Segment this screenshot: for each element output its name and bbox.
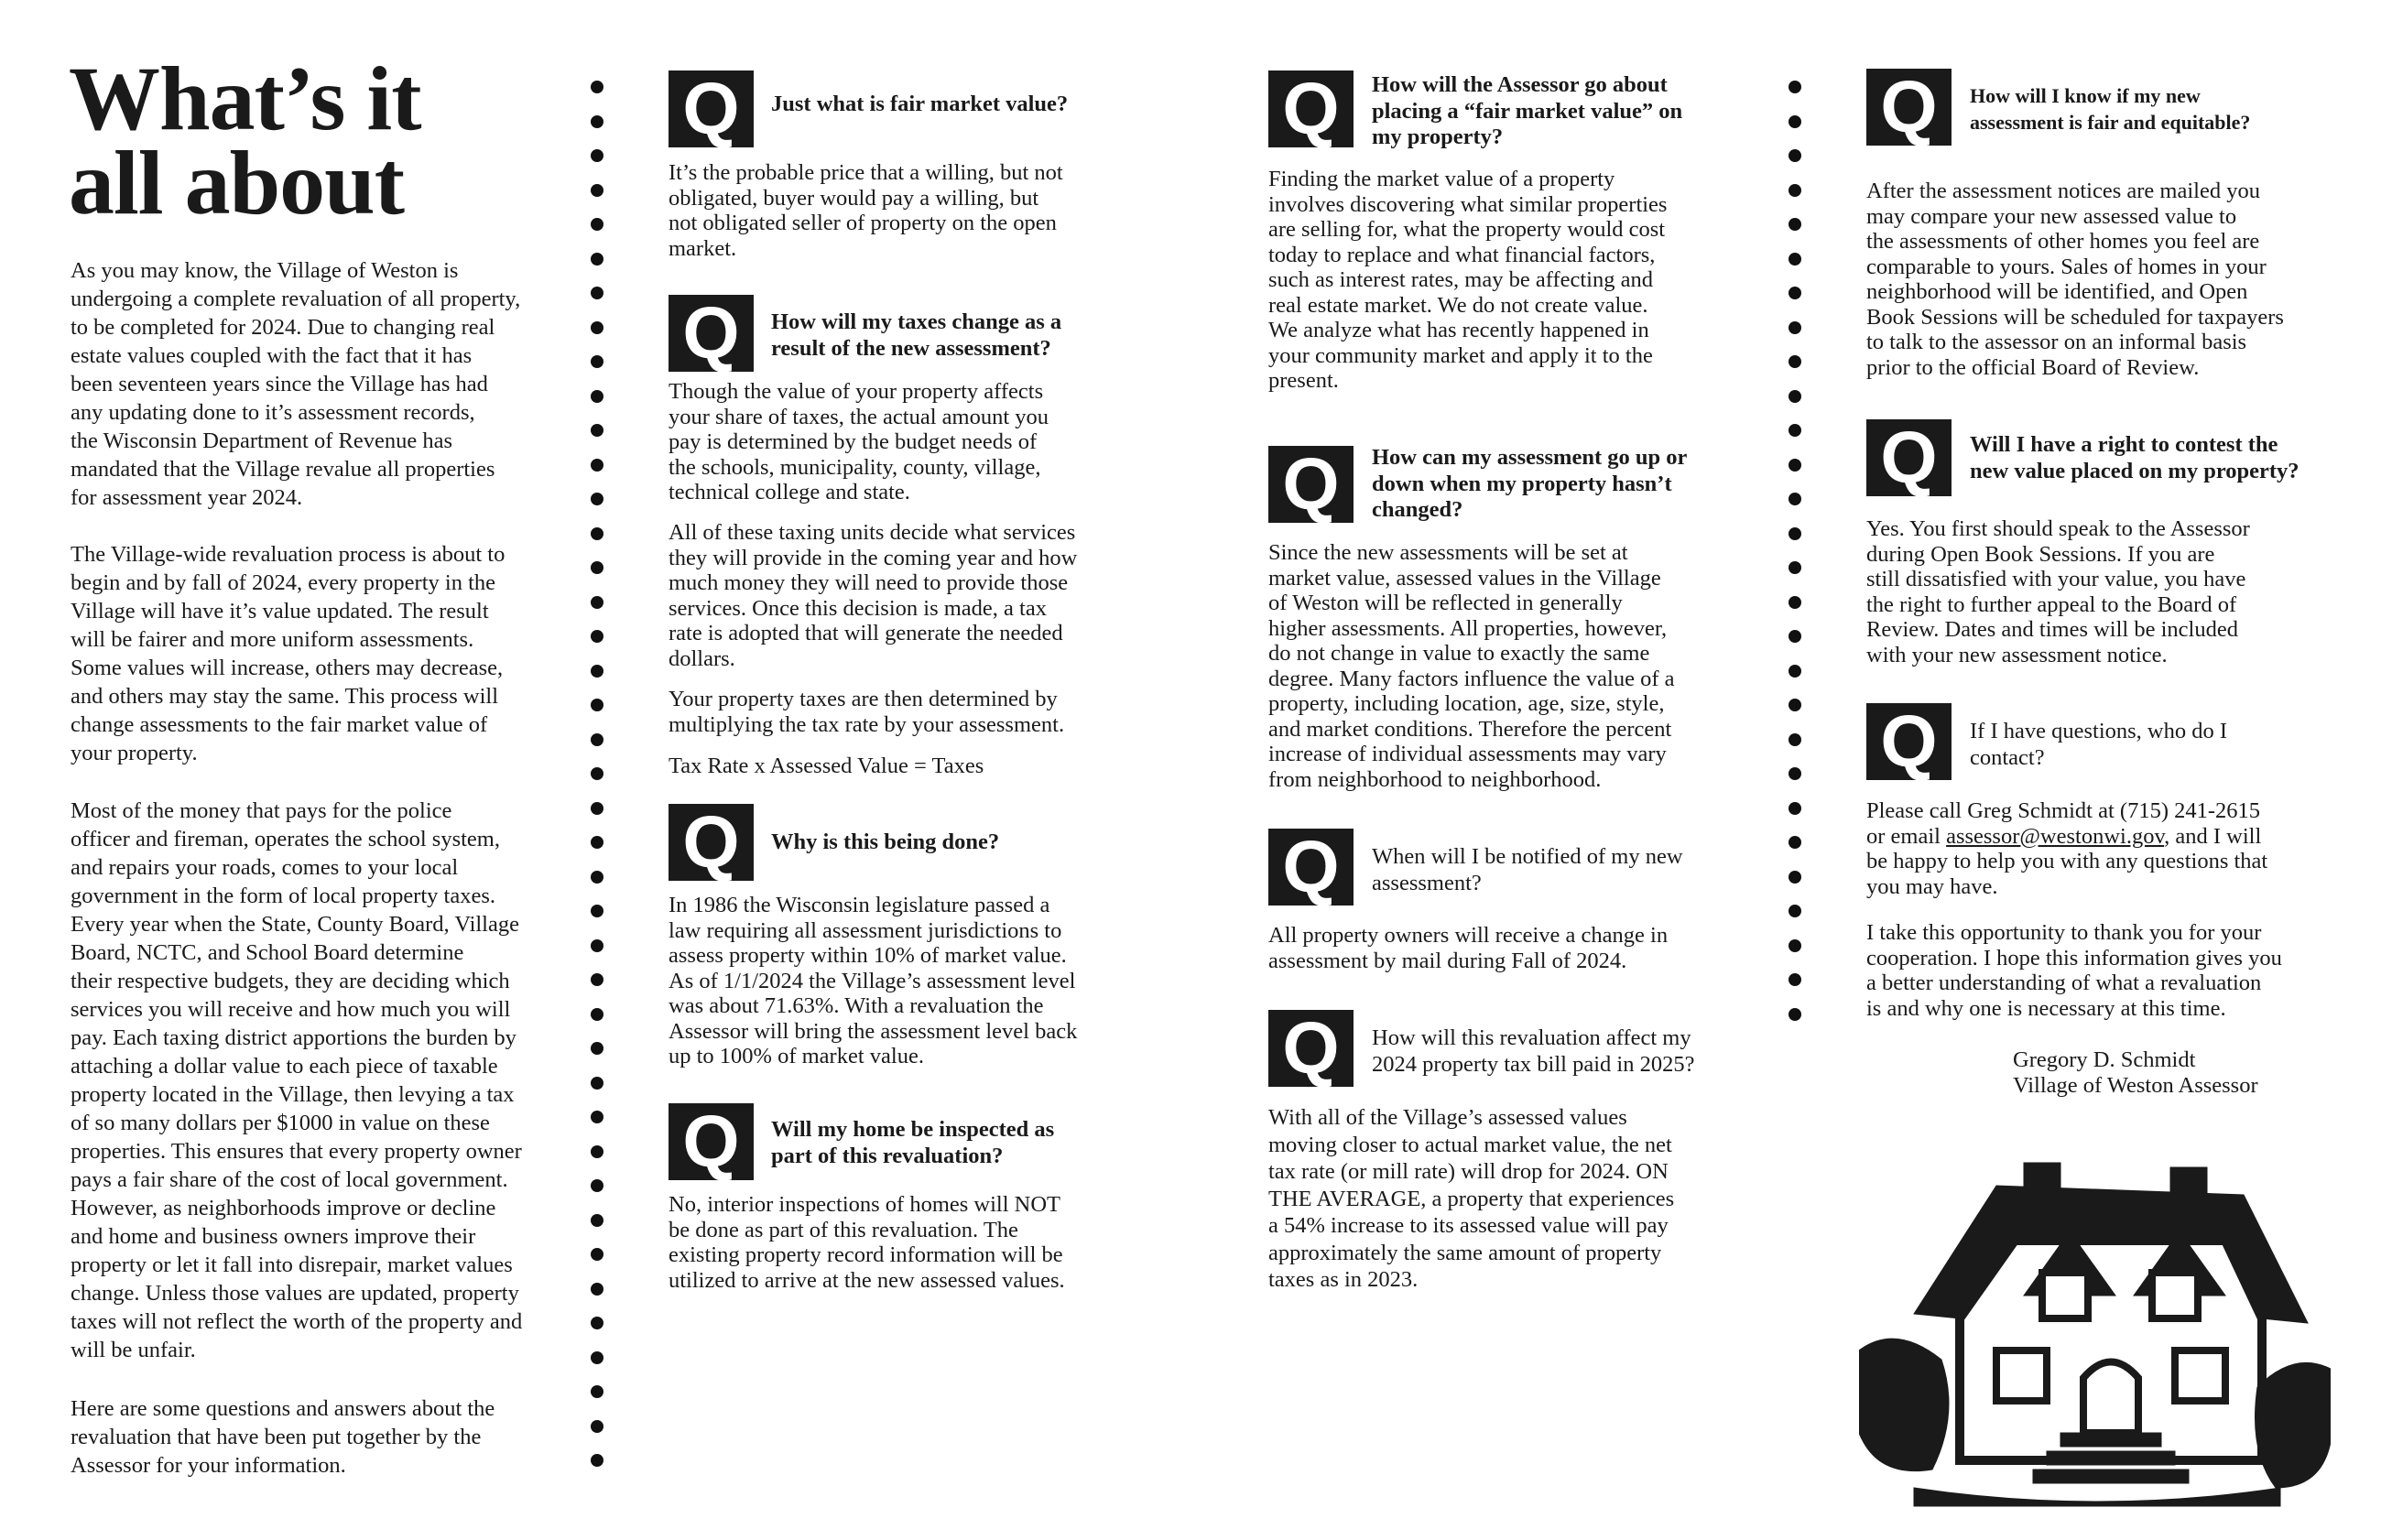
answer-text: I take this opportunity to thank you for your cooperation. I hope this information gives you a better understanding of what a revaluation is and why one is necessary at this time. (1866, 920, 2282, 1021)
question-heading: Just what is fair market value? (771, 92, 1069, 116)
divider-dot (591, 253, 603, 266)
divider-dot (591, 321, 603, 334)
answer-text: Yes. You first should speak to the Assessor during Open Book Sessions. If you are still dissatisfied with your value, you have the right to further appeal to the Board of Review. Dates and times will be included with your new assessment notice. (1866, 516, 2250, 667)
divider-dot (591, 1145, 603, 1158)
divider-dot (1788, 149, 1801, 162)
answer-text: No, interior inspections of homes will NOT be done as part of this revaluation. The existing property record information will be utilized to arrive at the new assessed values. (669, 1192, 1065, 1293)
signature-name: Gregory D. Schmidt (2013, 1047, 2196, 1072)
divider-dot (591, 836, 603, 849)
q-icon: Q (1866, 69, 1952, 146)
divider-dot (1788, 115, 1801, 128)
question-heading: How will this revaluation affect my 2024 property tax bill paid in 2025? (1372, 1025, 1695, 1077)
divider-dot (591, 1248, 603, 1261)
q-icon: Q (669, 1103, 754, 1180)
divider-dot (1788, 836, 1801, 849)
divider-dot (591, 355, 603, 368)
divider-dot (591, 733, 603, 746)
divider-dot (1788, 1008, 1801, 1021)
divider-dot (1788, 973, 1801, 986)
question-heading: If I have questions, who do I contact? (1970, 719, 2228, 770)
divider-dot (591, 149, 603, 162)
intro-paragraph: Most of the money that pays for the police officer and fireman, operates the school system, and repairs your roads, comes to your local government in the form of local property taxes. Every year when the State, County Board, Village Board, NCTC, and School Board determine their respective budgets, they are deciding which services you will receive and how much you will pay. Each taxing district apportions the burden by attaching a dollar value to each piece of taxable property located in the Village, then levying a tax of so many dollars per $1000 in value on these properties. This ensures that every property owner pays a fair share of the cost of local government. However, as neighborhoods improve or decline and home and business owners improve their property or let it fall into disrepair, market values change. Unless those values are updated, property taxes will not reflect the worth of the property and will be unfair. (71, 798, 523, 1362)
page-title: What’s it all about (69, 48, 421, 233)
divider-dot (1788, 355, 1801, 368)
divider-dot (1788, 493, 1801, 505)
question-heading: How can my assessment go up or down when my property hasn’t changed? (1372, 445, 1688, 522)
divider-dot (591, 665, 603, 678)
intro-paragraph: The Village-wide revaluation process is about to begin and by fall of 2024, every property in the Village will have it’s value updated. The result will be fairer and more uniform assessments. Some values will increase, others may decrease, and others may stay the same. This process will change assessments to the fair market value of your property. (71, 542, 506, 765)
divider-dot (591, 459, 603, 472)
q-icon: Q (1268, 829, 1354, 906)
q-icon: Q (669, 70, 754, 147)
divider-dot (591, 905, 603, 917)
answer-text: All property owners will receive a change in assessment by mail during Fall of 2024. (1268, 923, 1669, 973)
divider-dot (1788, 390, 1801, 403)
q-icon: Q (1866, 703, 1952, 780)
divider-dot (591, 596, 603, 609)
tax-formula: Tax Rate x Assessed Value = Taxes (669, 754, 984, 778)
divider-dot (1788, 905, 1801, 917)
question-heading: When will I be notified of my new assessment? (1372, 844, 1683, 895)
divider-dot (591, 527, 603, 540)
divider-dot (591, 1077, 603, 1090)
dotted-divider (591, 81, 603, 1489)
divider-dot (591, 218, 603, 231)
contact-text: Please call Greg Schmidt at (715) 241-2615 or email (1866, 798, 2261, 849)
q-icon: Q (669, 295, 754, 372)
divider-dot (591, 699, 603, 711)
question-heading: How will the Assessor go about placing a “fair market value” on my property? (1372, 72, 1683, 149)
divider-dot (1788, 665, 1801, 678)
divider-dot (1788, 321, 1801, 334)
question-heading: How will I know if my new assessment is fair and equitable? (1970, 84, 2251, 134)
divider-dot (1788, 802, 1801, 815)
divider-dot (591, 1008, 603, 1021)
intro-paragraph: As you may know, the Village of Weston is undergoing a complete revaluation of all property, to be completed for 2024. Due to changing real estate values coupled with the fact that it has been seventeen years since the Village has had any updating done to it’s assessment records, the Wisconsin Department of Revenue has mandated that the Village revalue all properties for assessment year 2024. (71, 258, 521, 510)
divider-dot (591, 390, 603, 403)
question-heading: Will my home be inspected as part of this revaluation? (771, 1117, 1055, 1168)
q-icon: Q (669, 804, 754, 881)
divider-dot (591, 939, 603, 952)
intro-paragraph: Here are some questions and answers about the revaluation that have been put together by the Assessor for your information. (71, 1396, 495, 1478)
signature-title: Village of Weston Assessor (2013, 1073, 2258, 1098)
divider-dot (591, 1283, 603, 1296)
divider-dot (1788, 459, 1801, 472)
divider-dot (591, 1385, 603, 1398)
divider-dot (591, 493, 603, 505)
divider-dot (1788, 699, 1801, 711)
divider-dot (591, 630, 603, 643)
divider-dot (1788, 81, 1801, 93)
question-heading: Why is this being done? (771, 830, 1000, 854)
divider-dot (591, 767, 603, 780)
divider-dot (591, 287, 603, 299)
divider-dot (591, 115, 603, 128)
divider-dot (1788, 871, 1801, 884)
email-link[interactable]: assessor@westonwi.gov (1946, 823, 2165, 849)
answer-text: Since the new assessments will be set at market value, assessed values in the Village of Weston will be reflected in generally higher assessments. All properties, however, do not change in value to exactly the same degree. Many factors influence the value of a property, including location, age, size, style, and market conditions. Therefore the percent increase of individual assessments may vary from neighborhood to neighborhood. (1268, 540, 1675, 792)
contact-text: , and I will be happy to help you with any questions that you may have. (1866, 823, 2268, 899)
divider-dot (591, 1042, 603, 1055)
divider-dot (591, 184, 603, 197)
divider-dot (1788, 253, 1801, 266)
answer-text: In 1986 the Wisconsin legislature passed a law requiring all assessment jurisdictions to assess property within 10% of market value. As of 1/1/2024 the Village’s assessment level was about 71.63%. With a revaluation the Assessor will bring the assessment level back up to 100% of market value. (669, 893, 1078, 1068)
divider-dot (591, 1214, 603, 1227)
divider-dot (591, 1111, 603, 1123)
question-heading: Will I have a right to contest the new value placed on my property? (1970, 432, 2299, 483)
divider-dot (591, 871, 603, 884)
answer-text: All of these taxing units decide what services they will provide in the coming year and how much money they will need to provide those services. Once this decision is made, a tax rate is adopted that will generate the needed dollars. (669, 520, 1078, 671)
divider-dot (591, 561, 603, 574)
divider-dot (591, 1454, 603, 1467)
divider-dot (1788, 184, 1801, 197)
divider-dot (1788, 939, 1801, 952)
dotted-divider (1788, 81, 1801, 1042)
answer-text (1866, 798, 2267, 899)
divider-dot (591, 1420, 603, 1433)
answer-text: With all of the Village’s assessed values moving closer to actual market value, the net tax rate (or mill rate) will drop for 2024. ON THE AVERAGE, a property that experiences a 54% increase to its assessed value will pay approximately the same amount of property taxes as in 2023. (1268, 1105, 1675, 1292)
divider-dot (591, 802, 603, 815)
divider-dot (591, 1351, 603, 1364)
divider-dot (1788, 561, 1801, 574)
divider-dot (1788, 527, 1801, 540)
divider-dot (1788, 287, 1801, 299)
divider-dot (1788, 218, 1801, 231)
q-icon: Q (1866, 419, 1952, 496)
q-icon: Q (1268, 446, 1354, 523)
answer-text: Finding the market value of a property involves discovering what similar properties are selling for, what the property would cost today to replace and what financial factors, such as interest rates, may be affecting and real estate market. We do not create value. We analyze what has recently happened in your community market and apply it to the present. (1268, 167, 1668, 393)
question-heading: How will my taxes change as a result of the new assessment? (771, 309, 1062, 361)
answer-text: It’s the probable price that a willing, but not obligated, buyer would pay a willing, but not obligated seller of property on the open market. (669, 160, 1063, 261)
woodcut-house-icon (1859, 1158, 2331, 1515)
divider-dot (591, 1179, 603, 1192)
q-icon: Q (1268, 70, 1354, 147)
divider-dot (1788, 424, 1801, 437)
answer-text: After the assessment notices are mailed you may compare your new assessed value to the assessments of other homes you feel are comparable to yours. Sales of homes in your neighborhood will be identified, and Open Book Sessions will be scheduled for taxpayers to talk to the assessor on an informal basis prior to the official Board of Review. (1866, 179, 2284, 380)
divider-dot (1788, 630, 1801, 643)
divider-dot (591, 973, 603, 986)
answer-text: Your property taxes are then determined by multiplying the tax rate by your assessment. (669, 687, 1065, 737)
divider-dot (591, 81, 603, 93)
divider-dot (1788, 767, 1801, 780)
answer-text: Though the value of your property affects your share of taxes, the actual amount you pay is determined by the budget needs of the schools, municipality, county, village, technical college and state. (669, 379, 1049, 504)
divider-dot (1788, 733, 1801, 746)
q-icon: Q (1268, 1010, 1354, 1087)
divider-dot (1788, 596, 1801, 609)
divider-dot (591, 424, 603, 437)
divider-dot (591, 1317, 603, 1329)
